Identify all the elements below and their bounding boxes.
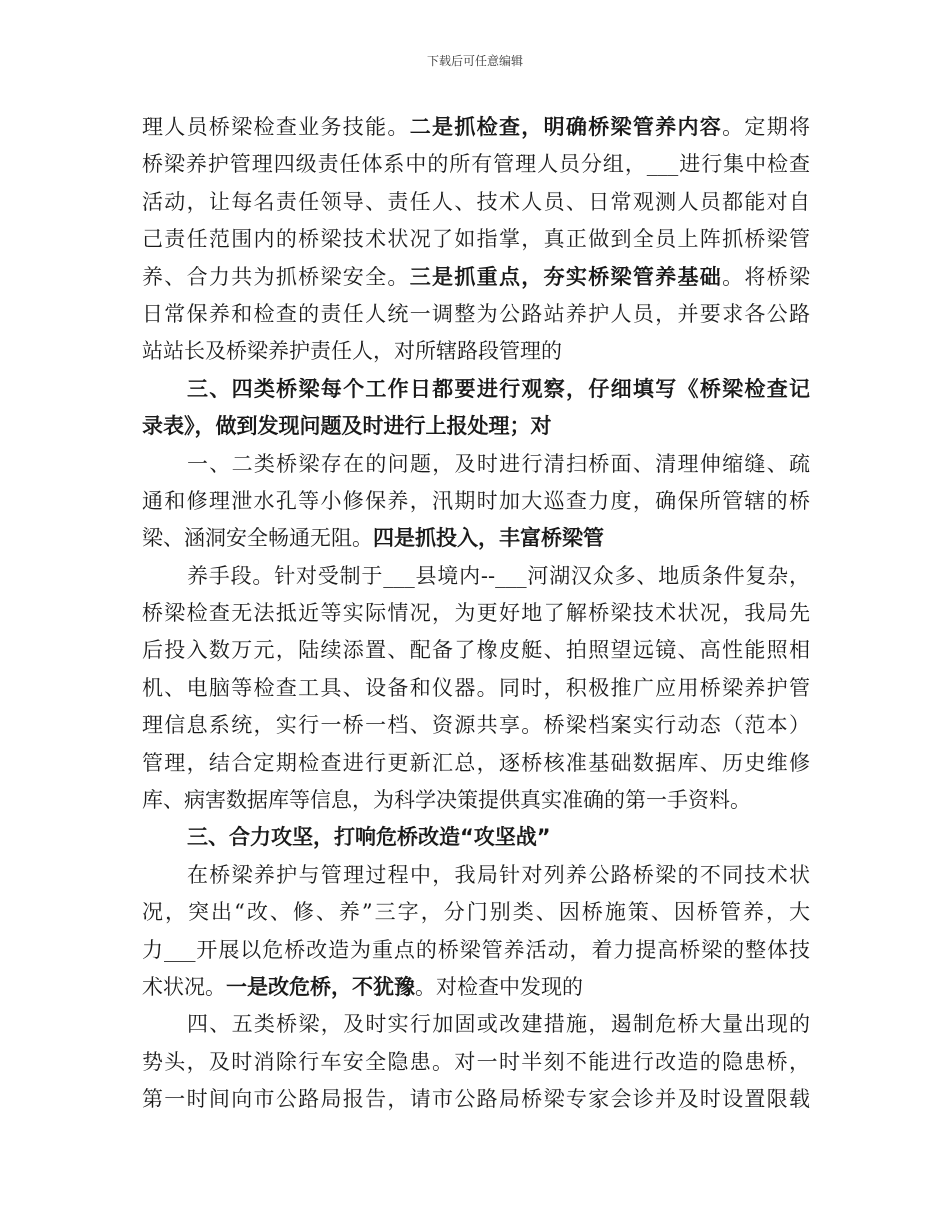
text-line [142, 894, 810, 931]
text-line [142, 483, 810, 520]
text-line [142, 932, 810, 969]
text-run: 力___开展以危桥改造为重点的桥梁管养活动，着力提高桥梁的整体技 [142, 937, 810, 962]
body-text [142, 109, 810, 1119]
bold-text-run: 四是抓投入，丰富桥梁管 [373, 526, 604, 551]
text-line [142, 1044, 810, 1081]
text-line [142, 146, 810, 183]
text-run: 桥梁检查无法抵近等实际情况，为更好地了解桥梁技术状况，我局先 [142, 601, 810, 626]
text-run: 活动，让每名责任领导、责任人、技术人员、日常观测人员都能对自 [142, 189, 810, 214]
text-run: 机、电脑等检查工具、设备和仪器。同时，积极推广应用桥梁养护管 [142, 675, 810, 700]
text-run: 理人员桥梁检查业务技能。 [142, 115, 410, 139]
text-line [142, 558, 810, 595]
text-line [142, 782, 810, 819]
text-run: 。将桥梁 [722, 264, 811, 289]
text-line [142, 259, 810, 296]
text-line [142, 595, 810, 632]
text-run: 在桥梁养护与管理过程中，我局针对列养公路桥梁的不同技术状 [187, 862, 810, 887]
text-line [142, 296, 810, 333]
text-run: 后投入数万元，陆续添置、配备了橡皮艇、拍照望远镜、高性能照相 [142, 638, 810, 663]
text-line [142, 969, 810, 1006]
text-run: 势头，及时消除行车安全隐患。对一时半刻不能进行改造的隐患桥， [142, 1049, 810, 1074]
text-line [142, 1081, 810, 1118]
text-line [142, 670, 810, 707]
bold-text-run: 录表》，做到发现问题及时进行上报处理；对 [142, 414, 552, 439]
text-run: 。定期将 [722, 115, 811, 139]
text-line [142, 520, 810, 557]
heading-line [142, 371, 810, 408]
text-run: 养手段。针对受制于___县境内--___河湖汉众多、地质条件复杂， [187, 563, 810, 588]
text-run: 养、合力共为抓桥梁安全。 [142, 264, 410, 289]
section-heading [142, 819, 810, 856]
page-header: 下载后可任意编辑 [426, 54, 523, 68]
text-run: 况，突出“改、修、养”三字，分门别类、因桥施策、因桥管养，大 [142, 900, 810, 925]
text-run: 术状况。 [142, 974, 226, 999]
text-run: 库、病害数据库等信息，为科学决策提供真实准确的第一手资料。 [142, 788, 751, 813]
text-line [142, 221, 810, 258]
text-run: 梁、涵洞安全畅通无阻。 [142, 526, 373, 551]
text-run: 桥梁养护管理四级责任体系中的所有管理人员分组，___进行集中检查 [142, 152, 810, 177]
text-line [142, 446, 810, 483]
text-line [142, 707, 810, 744]
text-run: 己责任范围内的桥梁技术状况了如指掌，真正做到全员上阵抓桥梁管 [142, 227, 810, 252]
text-run: 通和修理泄水孔等小修保养，汛期时加大巡查力度，确保所管辖的桥 [142, 488, 810, 513]
text-line [142, 333, 810, 370]
bold-text-run: 三是抓重点，夯实桥梁管养基础 [409, 264, 723, 289]
text-run: 管理，结合定期检查进行更新汇总，逐桥核准基础数据库、历史维修 [142, 750, 810, 775]
text-run: 理信息系统，实行一桥一档、资源共享。桥梁档案实行动态（范本） [142, 713, 810, 738]
text-line [142, 109, 810, 146]
text-line [142, 632, 810, 669]
text-run: 。对检查中发现的 [415, 974, 583, 999]
text-line [142, 857, 810, 894]
text-run: 四、五类桥梁，及时实行加固或改建措施，遏制危桥大量出现的 [187, 1012, 810, 1037]
text-line [142, 184, 810, 221]
text-line [142, 1006, 810, 1043]
heading-line [142, 408, 810, 445]
text-run: 日常保养和检查的责任人统一调整为公路站养护人员，并要求各公路 [142, 301, 810, 326]
text-run: 站站长及桥梁养护责任人，对所辖路段管理的 [142, 339, 562, 364]
text-line [142, 745, 810, 782]
bold-text-run: 三、四类桥梁每个工作日都要进行观察，仔细填写《桥梁检查记 [187, 376, 810, 401]
bold-text-run: 二是抓检查，明确桥梁管养内容 [409, 115, 723, 139]
text-run: 第一时间向市公路局报告，请市公路局桥梁专家会诊并及时设置限载 [142, 1087, 810, 1112]
text-run: 一、二类桥梁存在的问题，及时进行清扫桥面、清理伸缩缝、疏 [187, 451, 810, 476]
bold-text-run: 三、合力攻坚，打响危桥改造“攻坚战” [187, 825, 551, 850]
bold-text-run: 一是改危桥，不犹豫 [226, 974, 415, 999]
